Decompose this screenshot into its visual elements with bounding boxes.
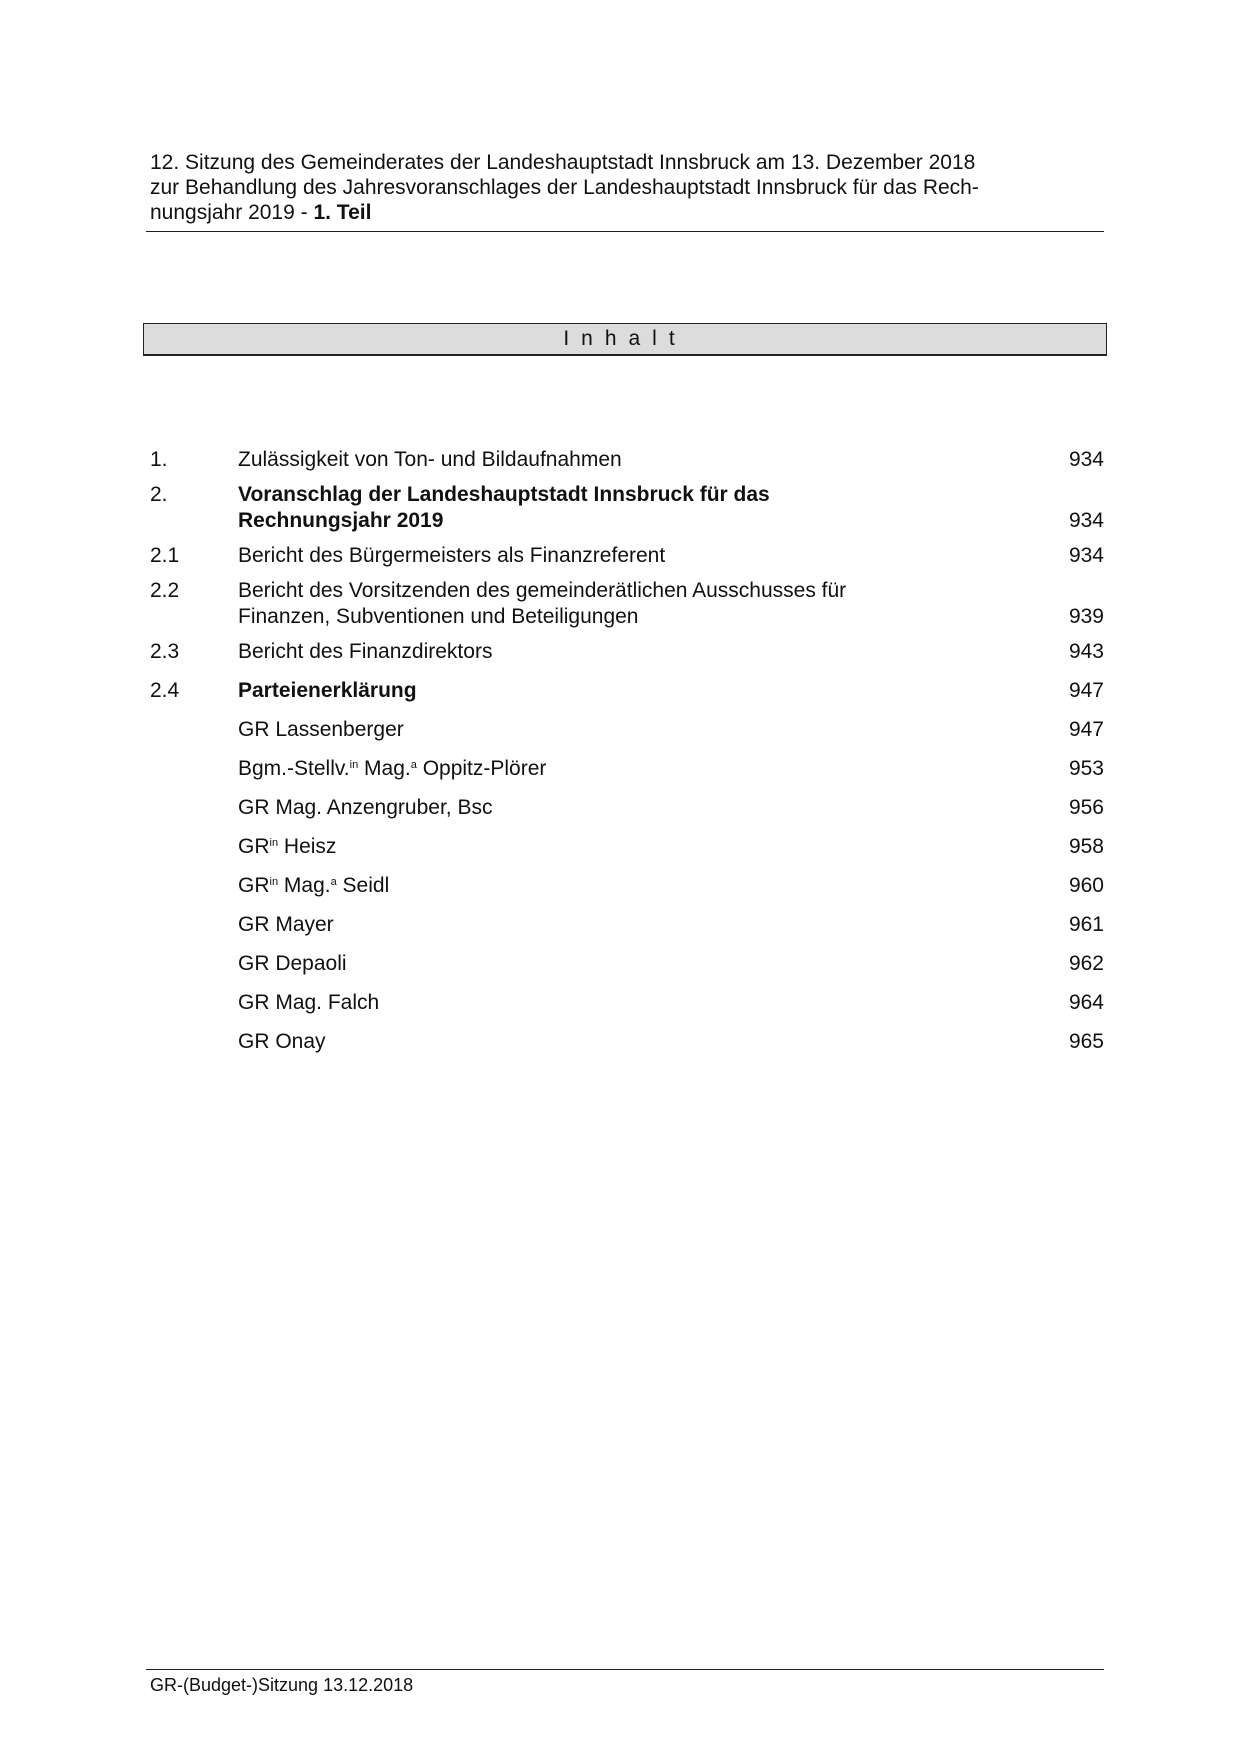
toc-number: 2.3: [150, 640, 180, 663]
toc-title-line-2: Rechnungsjahr 2019: [238, 509, 444, 532]
header-line-3-text: nungsjahr 2019 -: [150, 201, 314, 224]
header-divider: [146, 231, 1104, 232]
toc-subentry[interactable]: [150, 951, 1104, 977]
toc-title: GR Lassenberger: [238, 718, 404, 741]
toc-subentry[interactable]: [150, 717, 1104, 743]
header-line-2: zur Behandlung des Jahresvoranschlages der Landeshauptstadt Innsbruck für das Rech-: [150, 176, 979, 199]
toc-title-part: Mag.: [358, 757, 411, 780]
toc-title-part: Oppitz-Plörer: [416, 757, 547, 780]
toc-title-line-1: Voranschlag der Landeshauptstadt Innsbruck für das: [238, 483, 770, 506]
header-line-1: 12. Sitzung des Gemeinderates der Landeshauptstadt Innsbruck am 13. Dezember 2018: [150, 151, 976, 174]
toc-page: 934: [1068, 509, 1104, 532]
toc-subentry[interactable]: [150, 873, 1104, 899]
toc-number: 2.: [150, 483, 168, 506]
toc-entry[interactable]: [150, 678, 1104, 704]
toc-page: 962: [1068, 952, 1104, 975]
toc-number: 1.: [150, 448, 168, 471]
toc-title-part: Mag.: [278, 874, 331, 897]
toc-page: 956: [1068, 796, 1104, 819]
toc-title: [238, 578, 998, 630]
footer-divider: [146, 1669, 1104, 1670]
toc-page: 964: [1068, 991, 1104, 1014]
toc-page: 934: [1068, 448, 1104, 471]
toc-page: 953: [1068, 757, 1104, 780]
toc-title: Parteienerklärung: [238, 679, 417, 702]
toc-entry[interactable]: [150, 447, 1104, 473]
toc-title-superscript: in: [269, 876, 279, 888]
toc-page: 965: [1068, 1030, 1104, 1053]
toc-subentry[interactable]: [150, 1029, 1104, 1055]
toc-entry[interactable]: [150, 639, 1104, 665]
toc-title-part: Heisz: [278, 835, 337, 858]
toc-page: 960: [1068, 874, 1104, 897]
toc-title-superscript: a: [330, 876, 337, 888]
toc-entry[interactable]: [150, 543, 1104, 569]
toc-entry[interactable]: [150, 482, 1104, 534]
toc-title-part: GR: [238, 874, 270, 897]
toc-page: 947: [1068, 718, 1104, 741]
toc-number: 2.2: [150, 579, 180, 602]
contents-title: Inhalt: [563, 327, 687, 350]
toc-subentry[interactable]: [150, 795, 1104, 821]
toc-title: Bericht des Finanzdirektors: [238, 640, 493, 663]
toc-number: 2.4: [150, 679, 180, 702]
toc-title: [238, 482, 998, 534]
toc-subentry[interactable]: [150, 756, 1104, 782]
toc-subentry[interactable]: [150, 990, 1104, 1016]
toc-title: GR Depaoli: [238, 952, 347, 975]
toc-title: [238, 756, 998, 782]
toc-title-part: GR: [238, 835, 270, 858]
toc-subentry[interactable]: [150, 834, 1104, 860]
toc-title-superscript: a: [410, 759, 417, 771]
toc-title: Bericht des Bürgermeisters als Finanzreferent: [238, 544, 666, 567]
toc-title-line-2: Finanzen, Subventionen und Beteiligungen: [238, 605, 639, 628]
document-header: [150, 150, 1100, 225]
toc-title: [238, 834, 998, 860]
toc-subentry[interactable]: [150, 912, 1104, 938]
toc-title-superscript: in: [269, 837, 279, 849]
toc-title: Zulässigkeit von Ton- und Bildaufnahmen: [238, 448, 622, 471]
toc-page: 943: [1068, 640, 1104, 663]
contents-title-box: [143, 323, 1107, 356]
header-line-3: [150, 200, 1100, 225]
toc-page: 958: [1068, 835, 1104, 858]
toc-title-superscript: in: [349, 759, 359, 771]
toc-title: GR Onay: [238, 1030, 326, 1053]
toc-title: GR Mag. Falch: [238, 991, 380, 1014]
toc-page: 947: [1068, 679, 1104, 702]
toc-title-part: Bgm.-Stellv.: [238, 757, 350, 780]
toc-entry[interactable]: [150, 578, 1104, 630]
toc-title: GR Mag. Anzengruber, Bsc: [238, 796, 493, 819]
toc-number: 2.1: [150, 544, 180, 567]
toc-page: 939: [1068, 605, 1104, 628]
toc-title-part: Seidl: [336, 874, 390, 897]
toc-title: GR Mayer: [238, 913, 334, 936]
toc-page: 961: [1068, 913, 1104, 936]
header-part-label: 1. Teil: [313, 201, 372, 224]
toc-title-line-1: Bericht des Vorsitzenden des gemeinderätlichen Ausschusses für: [238, 579, 847, 602]
page-footer: GR-(Budget-)Sitzung 13.12.2018: [150, 1675, 414, 1695]
toc-title: [238, 873, 998, 899]
toc-page: 934: [1068, 544, 1104, 567]
